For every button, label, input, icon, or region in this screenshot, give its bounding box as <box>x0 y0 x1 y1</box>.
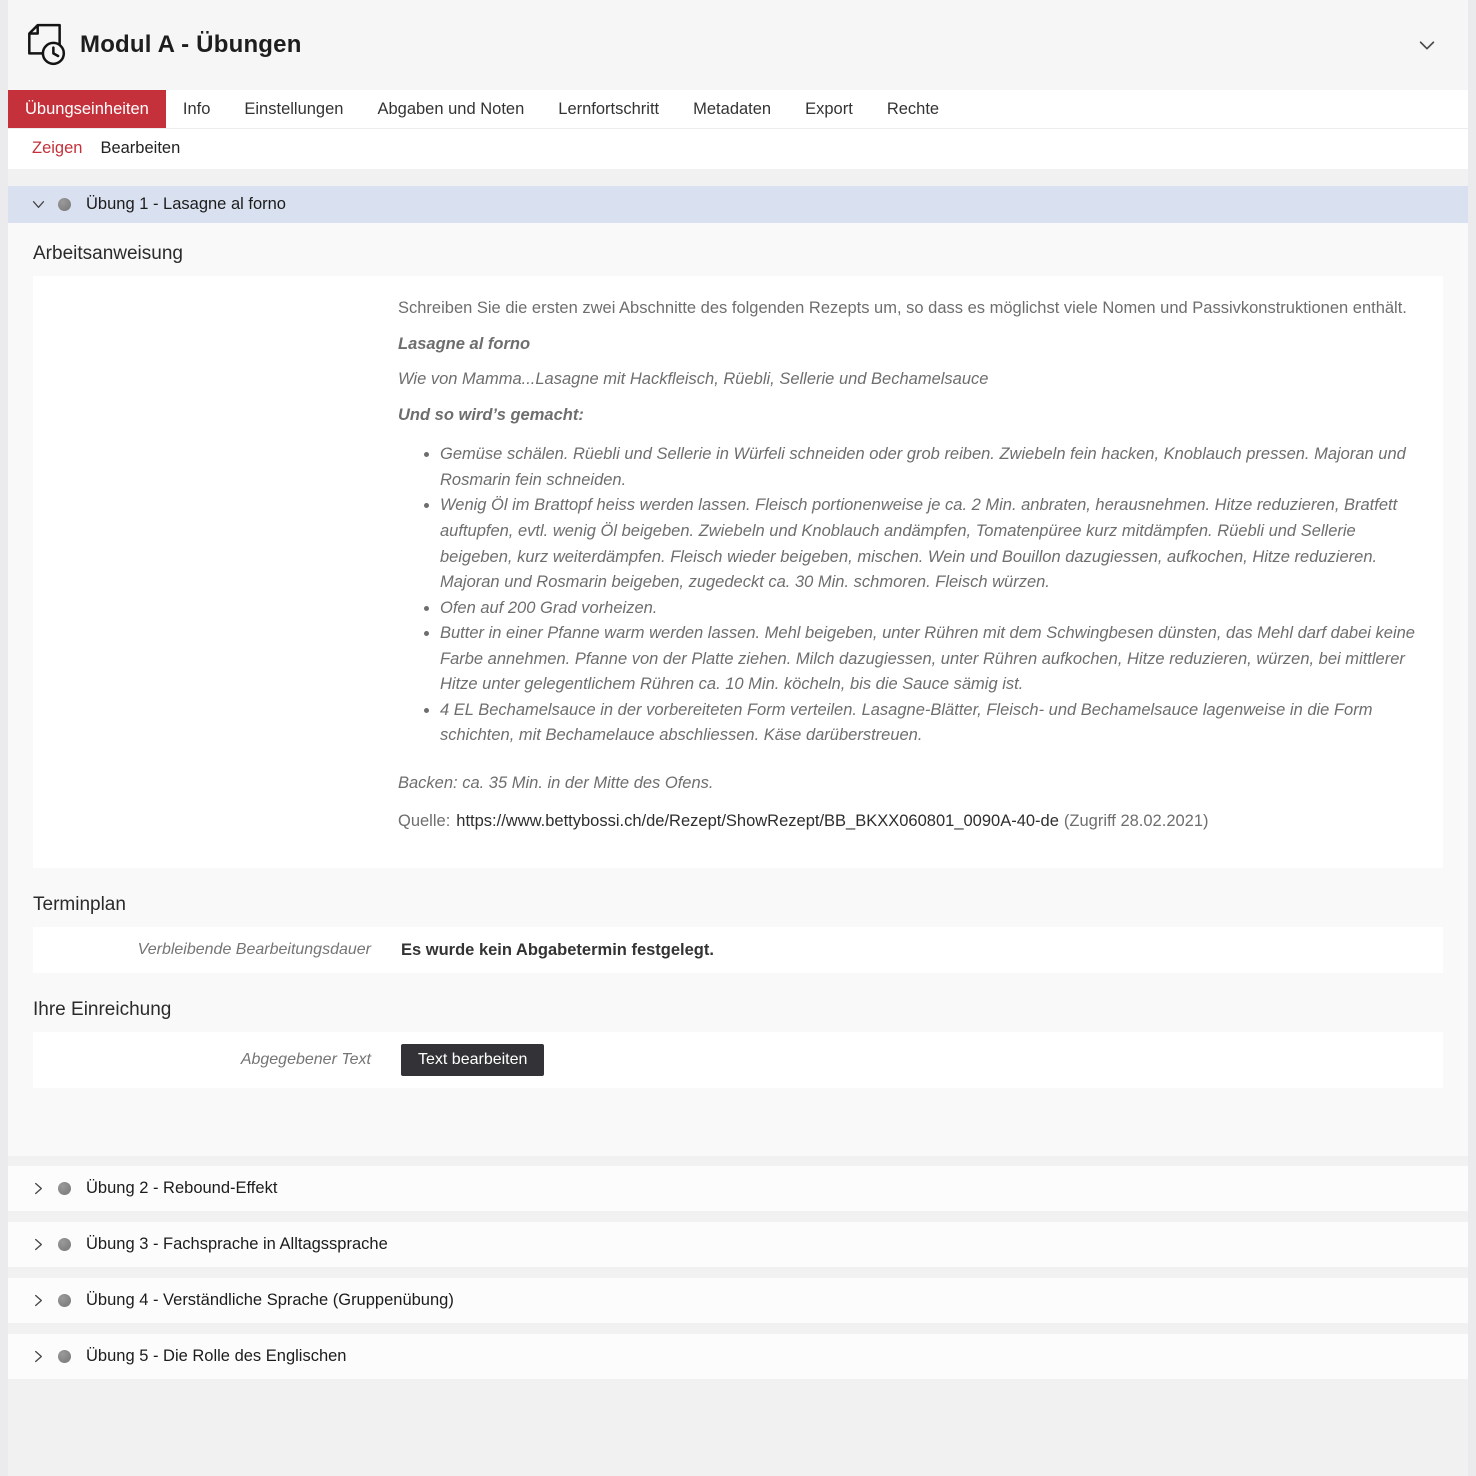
tab-info[interactable]: Info <box>166 90 228 128</box>
recipe-steps-list <box>398 442 1423 749</box>
source-access-date: (Zugriff 28.02.2021) <box>1063 811 1209 830</box>
exercise-5-header[interactable] <box>8 1334 1468 1379</box>
recipe-subtitle: Wie von Mamma...Lasagne mit Hackfleisch, Rüebli, Sellerie und Bechamelsauce <box>398 370 989 389</box>
recipe-step: • 4 EL Bechamelsauce in der vorbereiteten Form verteilen. Lasagne-Blätter, Fleisch- und Bechamelsauce lagenweise in die Form schichten, mit Bechamelauce abschliessen. Käse darüberstreuen. <box>440 698 1423 749</box>
exercise-4-title: Übung 4 - Verständliche Sprache (Gruppenübung) <box>86 1291 454 1310</box>
remaining-duration-value: Es wurde kein Abgabetermin festgelegt. <box>401 940 714 959</box>
section-heading-einreichung: Ihre Einreichung <box>33 999 172 1021</box>
task-document-clock-icon <box>22 22 68 68</box>
chevron-right-icon <box>30 1236 47 1253</box>
status-dot <box>58 198 71 211</box>
section-heading-terminplan: Terminplan <box>33 894 126 916</box>
exercise-1-panel <box>8 223 1468 1156</box>
recipe-title: Lasagne al forno <box>398 334 531 353</box>
recipe-step: • Butter in einer Pfanne warm werden lassen. Mehl beigeben, unter Rühren mit dem Schwingbesen dünsten, das Mehl darf dabei keine Farbe annehmen. Pfanne von der Platte ziehen. Milch dazugiessen, unter Rühren aufkochen, Hitze reduzieren, würzen, bei mittlerer Hitze unter gelegentlichem Rühren ca. 10 Min. köcheln, bis die Sauce sämig ist. <box>440 621 1423 698</box>
edit-text-button[interactable]: Text bearbeiten <box>401 1044 544 1076</box>
exercise-3-title: Übung 3 - Fachsprache in Alltagssprache <box>86 1235 388 1254</box>
terminplan-box <box>33 927 1443 973</box>
status-dot <box>58 1350 71 1363</box>
recipe-steps-heading: Und so wird’s gemacht: <box>398 405 584 424</box>
instruction-intro: Schreiben Sie die ersten zwei Abschnitte des folgenden Rezepts um, so dass es möglichst viele Nomen und Passivkonstruktionen enthält. <box>398 299 1407 317</box>
recipe-step: • Ofen auf 200 Grad vorheizen. <box>440 596 1423 622</box>
chevron-right-icon <box>30 1180 47 1197</box>
chevron-down-icon[interactable] <box>1416 34 1438 56</box>
source-line <box>398 809 1423 835</box>
exercise-1-title: Übung 1 - Lasagne al forno <box>86 195 286 213</box>
baking-note: Backen: ca. 35 Min. in der Mitte des Ofens. <box>398 774 714 792</box>
module-window <box>8 0 1468 1476</box>
tab-uebungseinheiten[interactable]: Übungseinheiten <box>8 90 166 128</box>
tab-abgaben-und-noten[interactable]: Abgaben und Noten <box>360 90 541 128</box>
exercise-1-section <box>8 186 1468 1156</box>
tab-lernfortschritt[interactable]: Lernfortschritt <box>541 90 676 128</box>
collapsed-exercise-list <box>8 1166 1468 1379</box>
tab-rechte[interactable]: Rechte <box>870 90 956 128</box>
status-dot <box>58 1238 71 1251</box>
exercise-2-header[interactable] <box>8 1166 1468 1211</box>
exercise-2-title: Übung 2 - Rebound-Effekt <box>86 1179 278 1198</box>
chevron-down-icon <box>30 196 47 213</box>
recipe-step: • Gemüse schälen. Rüebli und Sellerie in Würfeli schneiden oder grob reiben. Zwiebeln fein hacken, Knoblauch pressen. Majoran und Rosmarin fein schneiden. <box>440 442 1423 493</box>
recipe-step: • Wenig Öl im Brattopf heiss werden lassen. Fleisch portionenweise je ca. 2 Min. anbraten, herausnehmen. Hitze reduzieren, Bratfett auftupfen, evtl. wenig Öl beigeben. Zwiebeln und Knoblauch andämpfen, Tomatenpüree kurz mitdämpfen. Rüebli und Sellerie beigeben, kurz weiterdämpfen. Fleisch wieder beigeben, mischen. Wein und Bouillon dazugiessen, aufkochen, Hitze reduzieren. Majoran und Rosmarin beigeben, zugedeckt ca. 30 Min. schmoren. Fleisch würzen. <box>440 493 1423 595</box>
tab-bar <box>8 90 1468 129</box>
tab-metadaten[interactable]: Metadaten <box>676 90 788 128</box>
remaining-duration-label: Verbleibende Bearbeitungsdauer <box>137 941 371 959</box>
page-title: Modul A - Übungen <box>80 31 302 58</box>
einreichung-box <box>33 1032 1443 1088</box>
chevron-right-icon <box>30 1348 47 1365</box>
window-header <box>8 0 1468 90</box>
section-heading-arbeitsanweisung: Arbeitsanweisung <box>33 243 183 264</box>
exercise-5-title: Übung 5 - Die Rolle des Englischen <box>86 1347 347 1366</box>
chevron-right-icon <box>30 1292 47 1309</box>
tab-export[interactable]: Export <box>788 90 870 128</box>
exercise-4-header[interactable] <box>8 1278 1468 1323</box>
subtab-zeigen[interactable]: Zeigen <box>32 139 83 157</box>
instruction-content <box>398 296 1423 834</box>
exercise-3-header[interactable] <box>8 1222 1468 1267</box>
submitted-text-label: Abgegebener Text <box>240 1051 371 1069</box>
exercise-1-header[interactable] <box>8 186 1468 223</box>
arbeitsanweisung-box <box>33 276 1443 868</box>
source-link[interactable]: https://www.bettybossi.ch/de/Rezept/ShowRezept/BB_BKXX060801_0090A-40-de <box>456 811 1059 830</box>
subtab-bar <box>8 129 1468 169</box>
status-dot <box>58 1294 71 1307</box>
source-label: Quelle: <box>398 811 451 830</box>
status-dot <box>58 1182 71 1195</box>
subtab-bearbeiten[interactable]: Bearbeiten <box>100 139 181 157</box>
tab-einstellungen[interactable]: Einstellungen <box>227 90 360 128</box>
